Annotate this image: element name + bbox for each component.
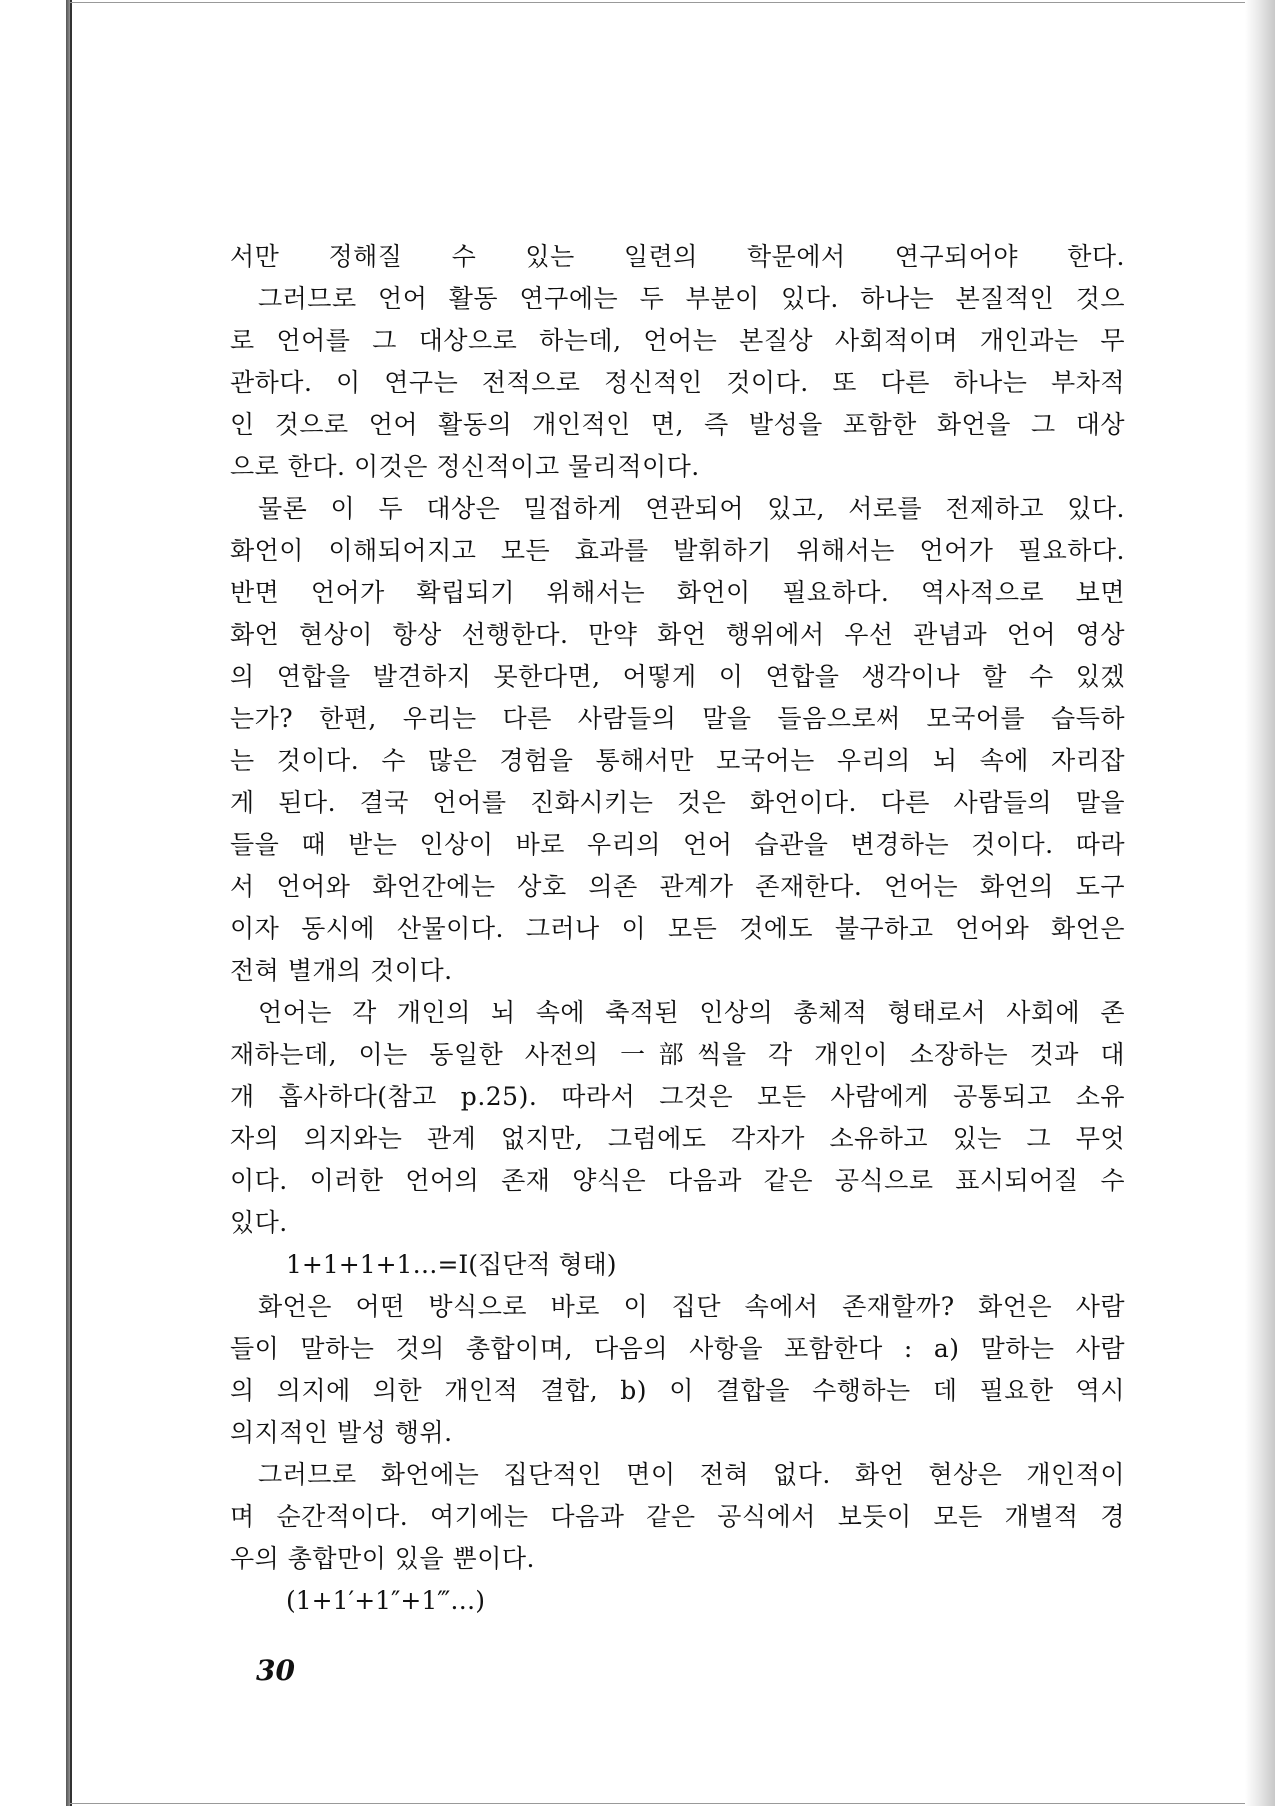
text-line: 들이 말하는 것의 총합이며, 다음의 사항을 포함한다 : a) 말하는 사람 <box>230 1334 1125 1363</box>
text-line: 인 것으로 언어 활동의 개인적인 면, 즉 발성을 포함한 화언을 그 대상 <box>230 410 1125 439</box>
text-line: 자의 의지와는 관계 없지만, 그럼에도 각자가 소유하고 있는 그 무엇 <box>230 1124 1125 1153</box>
text-line: 개 흡사하다(참고 p.25). 따라서 그것은 모든 사람에게 공통되고 소유 <box>230 1082 1125 1111</box>
text-line: 는가? 한편, 우리는 다른 사람들의 말을 들음으로써 모국어를 습득하 <box>230 704 1125 733</box>
text-line: 물론 이 두 대상은 밀접하게 연관되어 있고, 서로를 전제하고 있다. <box>258 494 1125 523</box>
page-top-border <box>70 2 1250 3</box>
text-line: 며 순간적이다. 여기에는 다음과 같은 공식에서 보듯이 모든 개별적 경 <box>230 1502 1125 1531</box>
text-line: 우의 총합만이 있을 뿐이다. <box>230 1544 535 1573</box>
page-number: 30 <box>256 1654 295 1687</box>
text-line: 으로 한다. 이것은 정신적이고 물리적이다. <box>230 452 700 481</box>
text-line: 들을 때 받는 인상이 바로 우리의 언어 습관을 변경하는 것이다. 따라 <box>230 830 1125 859</box>
text-line: 게 된다. 결국 언어를 진화시키는 것은 화언이다. 다른 사람들의 말을 <box>230 788 1125 817</box>
page-binding-line <box>70 0 72 1806</box>
text-line: 는 것이다. 수 많은 경험을 통해서만 모국어는 우리의 뇌 속에 자리잡 <box>230 746 1125 775</box>
text-line: 화언은 어떤 방식으로 바로 이 집단 속에서 존재할까? 화언은 사람 <box>258 1292 1125 1321</box>
text-line: 화언 현상이 항상 선행한다. 만약 화언 행위에서 우선 관념과 언어 영상 <box>230 620 1125 649</box>
body-text <box>230 236 1125 1622</box>
text-line: 화언이 이해되어지고 모든 효과를 발휘하기 위해서는 언어가 필요하다. <box>230 536 1125 565</box>
text-line: 로 언어를 그 대상으로 하는데, 언어는 본질상 사회적이며 개인과는 무 <box>230 326 1125 355</box>
text-line: 이자 동시에 산물이다. 그러나 이 모든 것에도 불구하고 언어와 화언은 <box>230 914 1125 943</box>
text-line: 이다. 이러한 언어의 존재 양식은 다음과 같은 공식으로 표시되어질 수 <box>230 1166 1125 1195</box>
text-line: 그러므로 언어 활동 연구에는 두 부분이 있다. 하나는 본질적인 것으 <box>258 284 1125 313</box>
formula-individual: (1+1′+1″+1‴…) <box>286 1586 485 1615</box>
text-line: 의 연합을 발견하지 못한다면, 어떻게 이 연합을 생각이나 할 수 있겠 <box>230 662 1125 691</box>
text-line: 재하는데, 이는 동일한 사전의 一部씩을 각 개인이 소장하는 것과 대 <box>230 1040 1125 1069</box>
text-line: 언어는 각 개인의 뇌 속에 축적된 인상의 총체적 형태로서 사회에 존 <box>258 998 1125 1027</box>
page-bottom-border <box>70 1803 1250 1804</box>
text-line: 의지적인 발성 행위. <box>230 1418 453 1447</box>
page-right-shadow <box>1245 0 1275 1806</box>
text-line: 반면 언어가 확립되기 위해서는 화언이 필요하다. 역사적으로 보면 <box>230 578 1125 607</box>
text-line: 의 의지에 의한 개인적 결합, b) 이 결합을 수행하는 데 필요한 역시 <box>230 1376 1125 1405</box>
text-line: 관하다. 이 연구는 전적으로 정신적인 것이다. 또 다른 하나는 부차적 <box>230 368 1125 397</box>
formula-collective: 1+1+1+1…=I(집단적 형태) <box>286 1250 617 1279</box>
text-line: 그러므로 화언에는 집단적인 면이 전혀 없다. 화언 현상은 개인적이 <box>258 1460 1125 1489</box>
text-line: 서만 정해질 수 있는 일련의 학문에서 연구되어야 한다. <box>230 242 1125 271</box>
text-line: 있다. <box>230 1208 288 1237</box>
text-line: 서 언어와 화언간에는 상호 의존 관계가 존재한다. 언어는 화언의 도구 <box>230 872 1125 901</box>
text-line: 전혀 별개의 것이다. <box>230 956 453 985</box>
